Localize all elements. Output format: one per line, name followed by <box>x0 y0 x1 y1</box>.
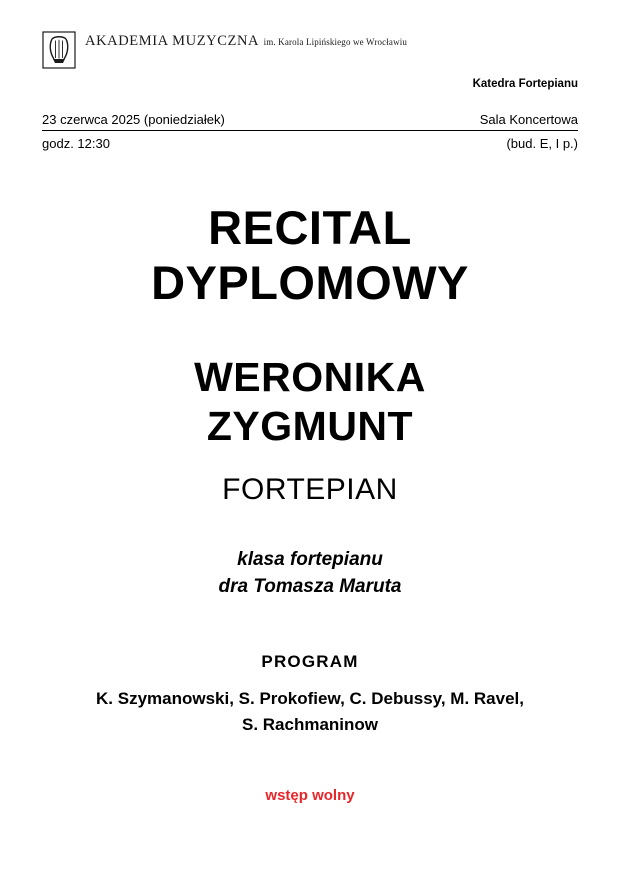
program-heading: PROGRAM <box>261 652 359 672</box>
event-time: godz. 12:30 <box>42 136 110 152</box>
event-info <box>42 108 578 156</box>
title-line-2: DYPLOMOWY <box>151 256 469 310</box>
free-entry-note: wstęp wolny <box>265 787 355 805</box>
institution-subtitle: im. Karola Lipińskiego we Wrocławiu <box>263 37 408 47</box>
class-line-1: klasa fortepianu <box>237 549 383 571</box>
institution-name: AKADEMIA MUZYCZNA <box>85 33 260 49</box>
event-datetime <box>42 108 225 156</box>
title-line-1: RECITAL <box>208 201 412 254</box>
teacher-class <box>42 507 578 600</box>
institution-logo <box>42 30 578 69</box>
poster-header <box>42 30 578 98</box>
performer-name <box>42 311 578 451</box>
lyre-icon <box>42 31 76 69</box>
program-composers <box>42 672 578 737</box>
institution-logo-text <box>85 30 407 50</box>
venue-detail: (bud. E, I p.) <box>506 136 578 152</box>
venue-name: Sala Koncertowa <box>479 112 578 127</box>
event-venue <box>480 108 578 156</box>
performer-line-1: WERONIKA <box>194 353 426 400</box>
poster-body <box>42 200 578 804</box>
performer-line-2: ZYGMUNT <box>206 403 414 450</box>
composers-line-2: S. Rachmaninow <box>241 714 379 734</box>
composers-line-1: K. Szymanowski, S. Prokofiew, C. Debussy, M. Ravel, <box>96 689 524 709</box>
instrument-label: FORTEPIAN <box>222 473 398 507</box>
class-line-2: dra Tomasza Maruta <box>218 575 402 597</box>
event-date: 23 czerwca 2025 (poniedziałek) <box>42 112 225 127</box>
page-title <box>42 200 578 311</box>
department-label: Katedra Fortepianu <box>472 78 578 90</box>
